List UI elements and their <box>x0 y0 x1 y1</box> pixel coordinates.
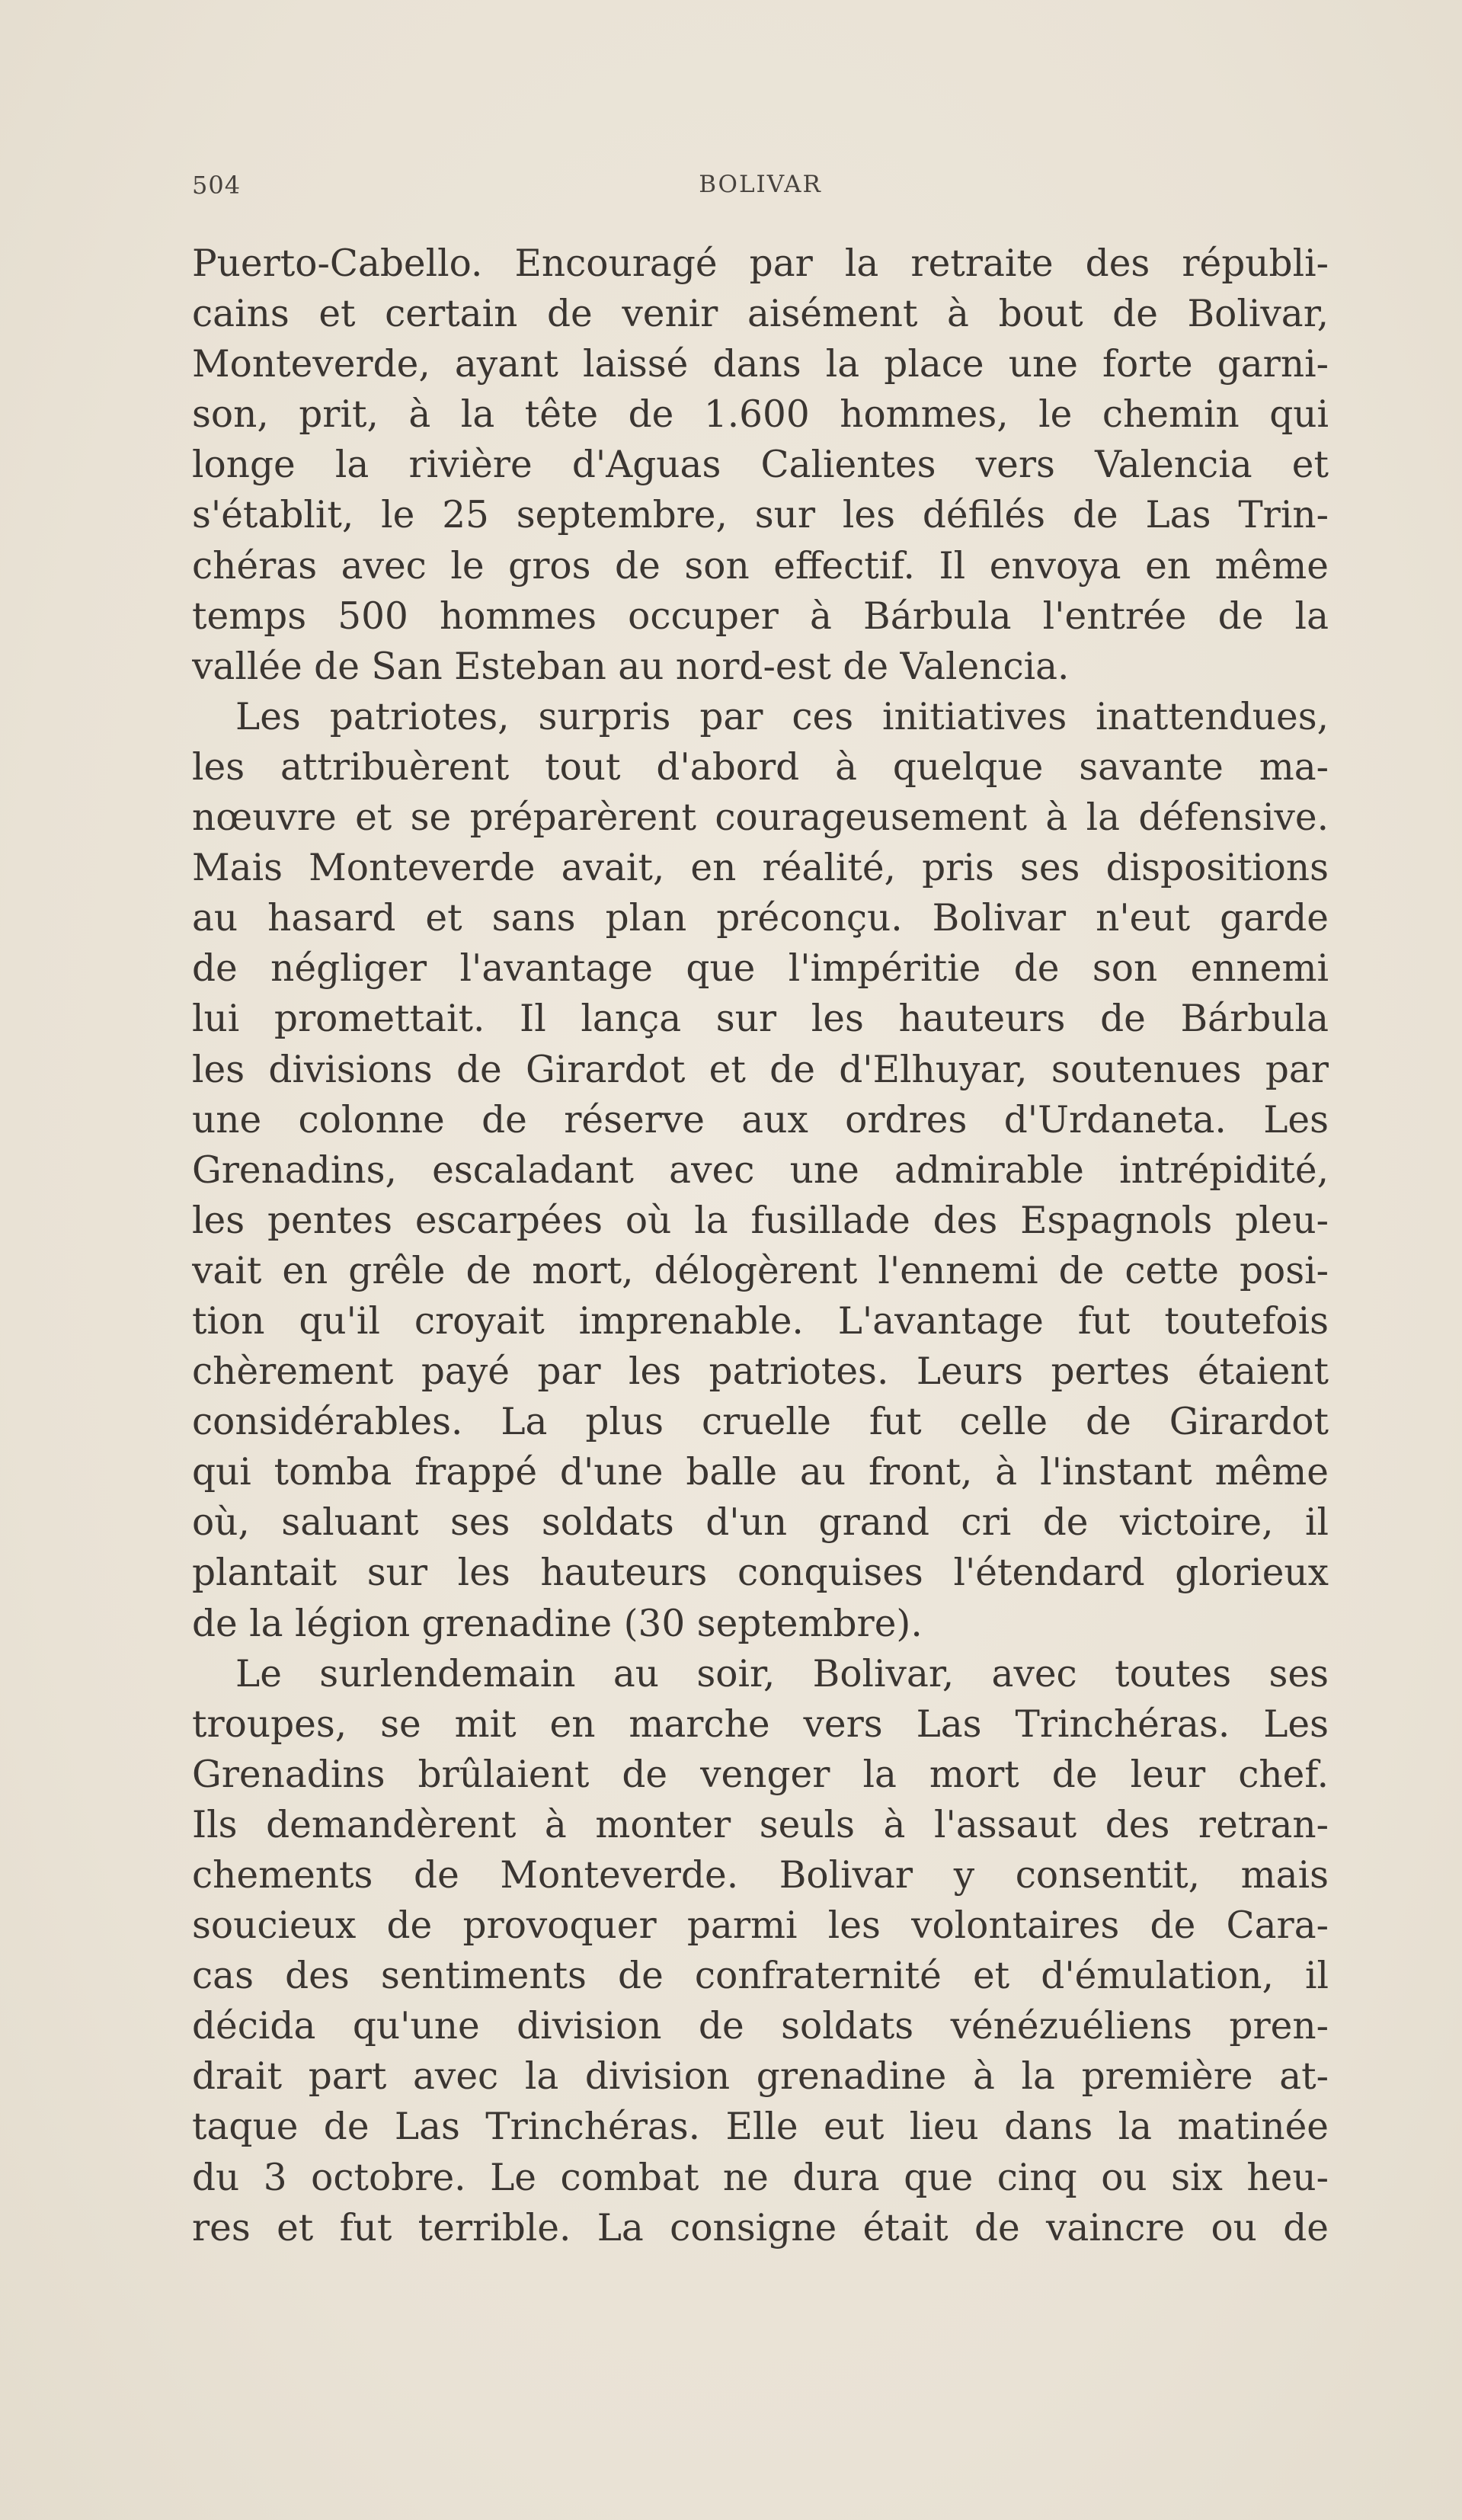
text-line: nœuvre et se préparèrent courageusement à la défensive. <box>192 796 1329 840</box>
page-number: 504 <box>192 171 242 200</box>
text-line: temps 500 hommes occuper à Bárbula l'entrée de la <box>192 594 1329 638</box>
text-line: où, saluant ses soldats d'un grand cri de victoire, il <box>192 1501 1329 1545</box>
text-line: Grenadins, escaladant avec une admirable intrépidité, <box>192 1148 1329 1192</box>
text-line: Mais Monteverde avait, en réalité, pris ses dispositions <box>192 847 1329 890</box>
text-line: les divisions de Girardot et de d'Elhuyar, soutenues par <box>192 1048 1329 1091</box>
text-line: une colonne de réserve aux ordres d'Urdaneta. Les <box>192 1098 1329 1142</box>
text-line: vait en grêle de mort, délogèrent l'ennemi de cette posi- <box>192 1249 1329 1292</box>
text-line: considérables. La plus cruelle fut celle de Girardot <box>192 1401 1329 1444</box>
text-line: chéras avec le gros de son effectif. Il envoya en même <box>192 544 1329 588</box>
paragraph-start-line: Le surlendemain au soir, Bolivar, avec toutes ses <box>235 1652 1329 1695</box>
body-text <box>192 239 1329 2253</box>
text-line: son, prit, à la tête de 1.600 hommes, le chemin qui <box>192 393 1329 437</box>
text-line: lui promettait. Il lança sur les hauteurs de Bárbula <box>192 997 1329 1041</box>
text-line: les attribuèrent tout d'abord à quelque savante ma- <box>192 745 1329 789</box>
text-line: plantait sur les hauteurs conquises l'étendard glorieux <box>192 1551 1329 1595</box>
text-line: au hasard et sans plan préconçu. Bolivar n'eut garde <box>192 897 1329 940</box>
text-line: de la légion grenadine (30 septembre). <box>192 1602 923 1645</box>
text-line: longe la rivière d'Aguas Calientes vers Valencia et <box>192 443 1329 487</box>
text-line: Ils demandèrent à monter seuls à l'assaut des retran- <box>192 1803 1329 1846</box>
text-line: chèrement payé par les patriotes. Leurs pertes étaient <box>192 1350 1329 1394</box>
text-line: soucieux de provoquer parmi les volontaires de Cara- <box>192 1904 1329 1948</box>
text-line: Monteverde, ayant laissé dans la place une forte garni- <box>192 343 1329 386</box>
running-head: BOLIVAR <box>699 171 822 198</box>
text-line: de négliger l'avantage que l'impéritie de son ennemi <box>192 947 1329 991</box>
text-line: qui tomba frappé d'une balle au front, à l'instant même <box>192 1451 1329 1494</box>
text-line: vallée de San Esteban au nord-est de Valencia. <box>192 645 1070 688</box>
text-line: s'établit, le 25 septembre, sur les défilés de Las Trin- <box>192 494 1329 537</box>
text-line: taque de Las Trinchéras. Elle eut lieu dans la matinée <box>192 2105 1329 2149</box>
text-line: cas des sentiments de confraternité et d'émulation, il <box>192 1955 1329 1998</box>
text-line: les pentes escarpées où la fusillade des Espagnols pleu- <box>192 1199 1329 1242</box>
text-line: du 3 octobre. Le combat ne dura que cinq ou six heu- <box>192 2156 1329 2199</box>
text-line: Grenadins brûlaient de venger la mort de leur chef. <box>192 1753 1329 1796</box>
text-line: décida qu'une division de soldats vénézuéliens pren- <box>192 2005 1329 2048</box>
text-line: cains et certain de venir aisément à bout de Bolivar, <box>192 293 1329 336</box>
page-header <box>192 171 1329 201</box>
text-line: drait part avec la division grenadine à la première at- <box>192 2055 1329 2099</box>
text-line: Puerto-Cabello. Encouragé par la retraite des républi- <box>192 242 1329 285</box>
text-line: res et fut terrible. La consigne était de vaincre ou de <box>192 2206 1329 2249</box>
paragraph-start-line: Les patriotes, surpris par ces initiatives inattendues, <box>235 695 1329 738</box>
text-line: troupes, se mit en marche vers Las Trinchéras. Les <box>192 1702 1329 1746</box>
text-line: chements de Monteverde. Bolivar y consentit, mais <box>192 1854 1329 1897</box>
text-line: tion qu'il croyait imprenable. L'avantage fut toutefois <box>192 1299 1329 1343</box>
